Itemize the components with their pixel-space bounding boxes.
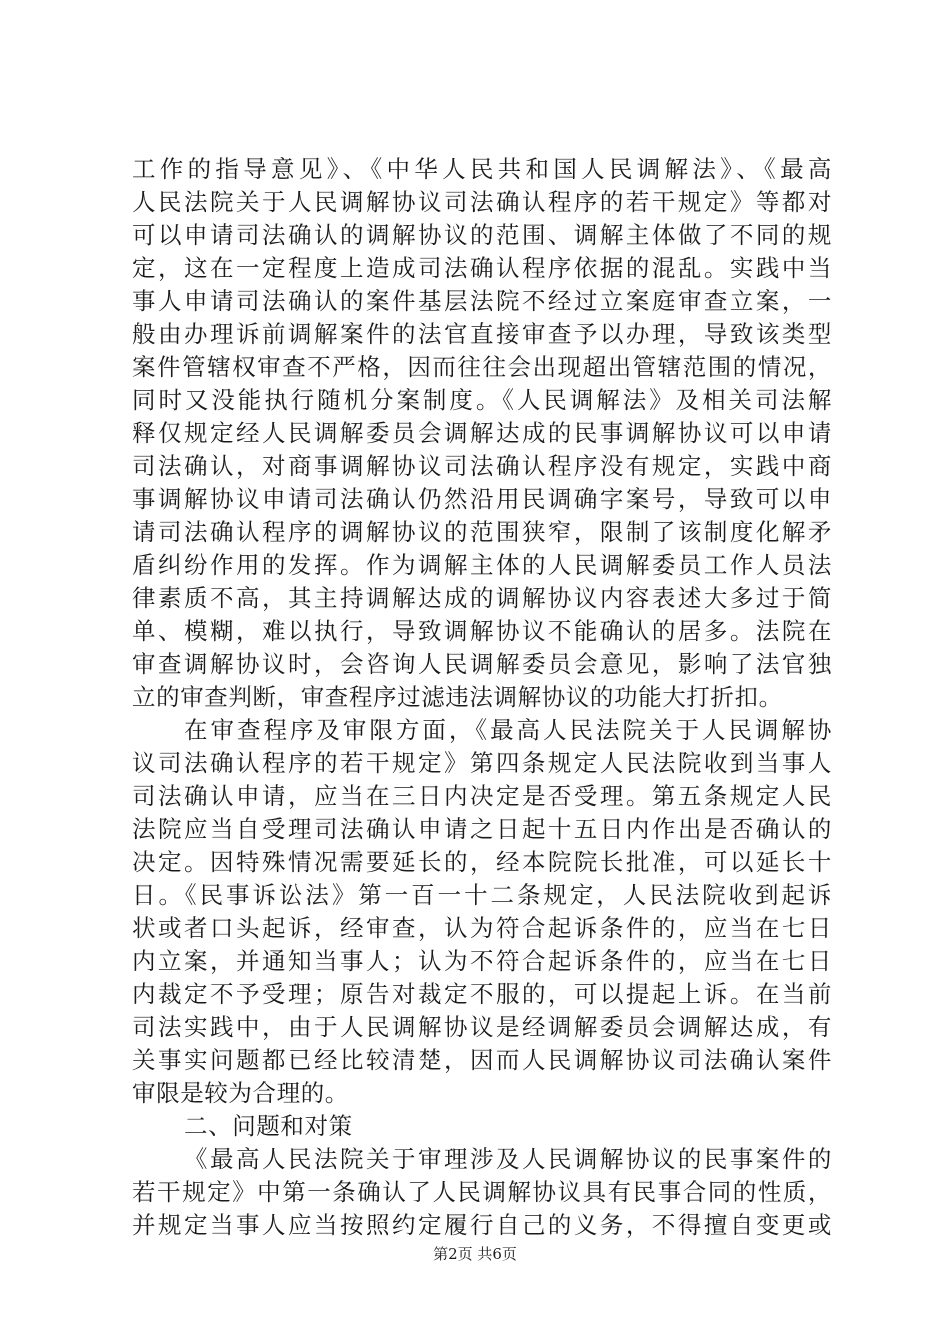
text-line: 在审查程序及审限方面，《最高人民法院关于人民调解协 bbox=[184, 716, 832, 744]
text-line: 定，这在一定程度上造成司法确认程序依据的混乱。实践中当 bbox=[132, 254, 832, 282]
text-line: 可以申请司法确认的调解协议的范围、调解主体做了不同的规 bbox=[132, 221, 832, 249]
text-line: 案件管辖权审查不严格，因而往往会出现超出管辖范围的情况， bbox=[132, 353, 832, 381]
text-line: 司法确认，对商事调解协议司法确认程序没有规定，实践中商 bbox=[132, 452, 832, 480]
text-line: 审查调解协议时，会咨询人民调解委员会意见，影响了法官独 bbox=[132, 650, 832, 678]
text-line: 司法确认申请，应当在三日内决定是否受理。第五条规定人民 bbox=[132, 782, 832, 810]
text-line: 关事实问题都已经比较清楚，因而人民调解协议司法确认案件 bbox=[132, 1046, 832, 1074]
text-line: 事人申请司法确认的案件基层法院不经过立案庭审查立案，一 bbox=[132, 287, 832, 315]
body-text bbox=[132, 153, 832, 1242]
text-line: 并规定当事人应当按照约定履行自己的义务，不得擅自变更或 bbox=[132, 1211, 832, 1239]
text-line: 立的审查判断，审查程序过滤违法调解协议的功能大打折扣。 bbox=[132, 683, 783, 711]
text-line: 单、模糊，难以执行，导致调解协议不能确认的居多。法院在 bbox=[132, 617, 832, 645]
text-line: 司法实践中，由于人民调解协议是经调解委员会调解达成，有 bbox=[132, 1013, 832, 1041]
text-line: 议司法确认程序的若干规定》第四条规定人民法院收到当事人 bbox=[132, 749, 832, 777]
text-line: 盾纠纷作用的发挥。作为调解主体的人民调解委员工作人员法 bbox=[132, 551, 832, 579]
text-line: 审限是较为合理的。 bbox=[132, 1079, 349, 1107]
text-line: 状或者口头起诉，经审查，认为符合起诉条件的，应当在七日 bbox=[132, 914, 832, 942]
text-line: 工作的指导意见》、《中华人民共和国人民调解法》、《最高 bbox=[132, 155, 832, 183]
text-line: 般由办理诉前调解案件的法官直接审查予以办理，导致该类型 bbox=[132, 320, 832, 348]
text-line: 若干规定》中第一条确认了人民调解协议具有民事合同的性质， bbox=[132, 1178, 832, 1206]
text-line: 人民法院关于人民调解协议司法确认程序的若干规定》等都对 bbox=[132, 188, 832, 216]
text-line: 事调解协议申请司法确认仍然沿用民调确字案号，导致可以申 bbox=[132, 485, 832, 513]
page-footer: 第2页 共6页 bbox=[433, 1245, 517, 1263]
text-line: 法院应当自受理司法确认申请之日起十五日内作出是否确认的 bbox=[132, 815, 832, 843]
text-line: 决定。因特殊情况需要延长的，经本院院长批准，可以延长十 bbox=[132, 848, 832, 876]
text-line: 二、问题和对策 bbox=[184, 1112, 353, 1140]
text-line: 《最高人民法院关于审理涉及人民调解协议的民事案件的 bbox=[184, 1145, 832, 1173]
text-line: 请司法确认程序的调解协议的范围狭窄，限制了该制度化解矛 bbox=[132, 518, 832, 546]
text-line: 律素质不高，其主持调解达成的调解协议内容表述大多过于简 bbox=[132, 584, 832, 612]
text-line: 内立案，并通知当事人；认为不符合起诉条件的，应当在七日 bbox=[132, 947, 832, 975]
text-line: 释仅规定经人民调解委员会调解达成的民事调解协议可以申请 bbox=[132, 419, 832, 447]
text-line: 同时又没能执行随机分案制度。《人民调解法》及相关司法解 bbox=[132, 386, 832, 414]
text-line: 内裁定不予受理；原告对裁定不服的，可以提起上诉。在当前 bbox=[132, 980, 832, 1008]
text-line: 日。《民事诉讼法》第一百一十二条规定，人民法院收到起诉 bbox=[132, 881, 832, 909]
